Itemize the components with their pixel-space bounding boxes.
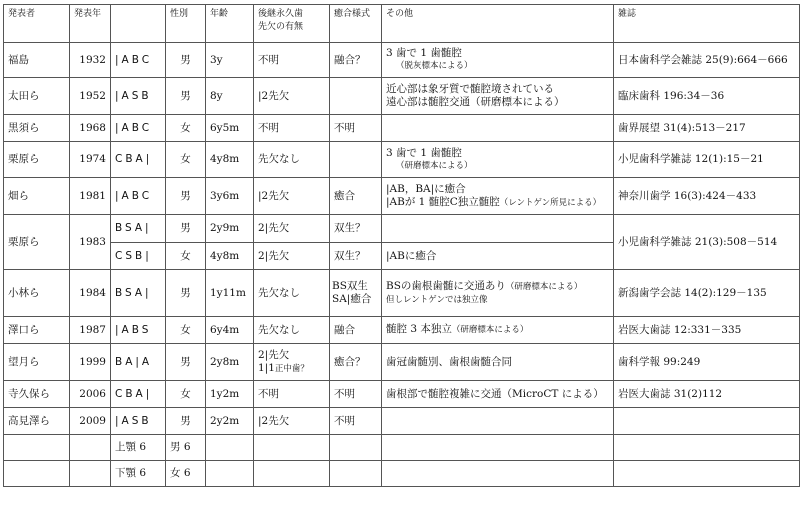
cell-other: |ABに癒合 (382, 243, 614, 270)
cell-tooth: CBA| (111, 381, 166, 408)
table-row (4, 115, 800, 142)
summary-upper-jaw: 上顎 6 (111, 435, 166, 461)
cell-tooth: |ABC (111, 178, 166, 215)
cell-other: 歯根部で髄腔複雑に交通（MicroCT による） (382, 381, 614, 408)
table-row (4, 270, 800, 317)
cell-presenter: 栗原ら (4, 142, 70, 178)
cell-presenter: 高見澤ら (4, 408, 70, 435)
fusion-line2: SA|癒合 (332, 293, 372, 305)
cell-fusion-type (330, 142, 382, 178)
summary-lower-jaw: 下顎 6 (111, 461, 166, 487)
cell-fusion-type: 融合 (330, 317, 382, 344)
cell-journal: 歯界展望 31(4):513－217 (614, 115, 800, 142)
cell-age: 6y4m (206, 317, 254, 344)
cell-other (382, 215, 614, 243)
cell-tooth: |ABC (111, 115, 166, 142)
cell-sex: 女 (166, 317, 206, 344)
cell-presenter: 黒須ら (4, 115, 70, 142)
cell-fusion-type: 不明 (330, 115, 382, 142)
cell-fusion-type: 不明 (330, 408, 382, 435)
header-tooth (111, 5, 166, 43)
table-row (4, 142, 800, 178)
other-line2: |ABが 1 髄腔C独立髄腔（レントゲン所見による） (386, 195, 602, 208)
other-line1: 3 歯で 1 歯髄腔 (386, 47, 462, 59)
cell-fusion-type: 癒合？ (330, 344, 382, 381)
cell-presenter: 栗原ら (4, 215, 70, 270)
cell-tooth: CSB| (111, 243, 166, 270)
cell-year: 1987 (70, 317, 111, 344)
cell-tooth: BSA| (111, 215, 166, 243)
cell-fusion-type: 不明 (330, 381, 382, 408)
table-row (4, 408, 800, 435)
cell-journal: 岩医大歯誌 31(2)112 (614, 381, 800, 408)
cell-tooth: CBA| (111, 142, 166, 178)
cell-other (382, 408, 614, 435)
cell-year: 1974 (70, 142, 111, 178)
case-report-table (3, 4, 800, 487)
cell-fusion-type (330, 270, 382, 317)
cell-tooth: BA|A (111, 344, 166, 381)
cell-age: 4y8m (206, 243, 254, 270)
cell-tooth: |ASB (111, 408, 166, 435)
cell-permanent: |2先欠 (254, 408, 330, 435)
cell-other (382, 142, 614, 178)
cell-sex: 男 (166, 178, 206, 215)
table-row (4, 178, 800, 215)
cell-other (382, 43, 614, 78)
cell-age: 2y2m (206, 408, 254, 435)
header-presenter: 発表者 (4, 5, 70, 43)
cell-fusion-type: 癒合 (330, 178, 382, 215)
header-permanent-line1: 後継永久歯 (258, 9, 304, 19)
cell-journal (614, 408, 800, 435)
cell-other: 歯冠歯髄別、歯根歯髄合同 (382, 344, 614, 381)
cell-sex: 男 (166, 270, 206, 317)
cell-presenter: 望月ら (4, 344, 70, 381)
cell-year: 2006 (70, 381, 111, 408)
cell-journal: 日本歯科学会雑誌 25(9):664－666 (614, 43, 800, 78)
cell-sex: 女 (166, 142, 206, 178)
summary-male: 男 6 (166, 435, 206, 461)
cell-presenter: 澤口ら (4, 317, 70, 344)
cell-year: 1981 (70, 178, 111, 215)
cell-sex: 男 (166, 78, 206, 115)
cell-journal: 歯科学報 99:249 (614, 344, 800, 381)
cell-journal: 小児歯科学雑誌 12(1):15－21 (614, 142, 800, 178)
header-journal: 雑誌 (614, 5, 800, 43)
cell-tooth: |ABS (111, 317, 166, 344)
cell-age: 2y8m (206, 344, 254, 381)
cell-presenter: 畑ら (4, 178, 70, 215)
cell-permanent: 先欠なし (254, 270, 330, 317)
table-row (4, 381, 800, 408)
cell-permanent (254, 344, 330, 381)
cell-year: 1932 (70, 43, 111, 78)
cell-sex: 女 (166, 381, 206, 408)
cell-permanent: 不明 (254, 115, 330, 142)
cell-age: 3y6m (206, 178, 254, 215)
cell-tooth: |ABC (111, 43, 166, 78)
cell-fusion-type: 融合？ (330, 43, 382, 78)
cell-age: 2y9m (206, 215, 254, 243)
cell-other (382, 178, 614, 215)
cell-tooth: BSA| (111, 270, 166, 317)
cell-permanent: 2|先欠 (254, 243, 330, 270)
cell-journal: 小児歯科学雑誌 21(3):508－514 (614, 215, 800, 270)
table-row (4, 344, 800, 381)
cell-sex: 男 (166, 408, 206, 435)
header-age: 年齢 (206, 5, 254, 43)
header-fusion-type: 癒合様式 (330, 5, 382, 43)
cell-year: 1968 (70, 115, 111, 142)
table-row (4, 317, 800, 344)
cell-sex: 女 (166, 115, 206, 142)
cell-age: 8y (206, 78, 254, 115)
cell-journal: 新潟歯学会誌 14(2):129－135 (614, 270, 800, 317)
cell-journal: 神奈川歯学 16(3):424－433 (614, 178, 800, 215)
other-line1: |AB，BA|に癒合 (386, 182, 466, 195)
cell-other: 髄腔 3 本独立（研磨標本による） (382, 317, 614, 344)
cell-sex: 女 (166, 243, 206, 270)
summary-row (4, 461, 800, 487)
other-line1: 近心部は象牙質で髄腔境されている (386, 83, 554, 95)
fusion-line1: BS双生 (332, 280, 368, 292)
cell-age: 1y11m (206, 270, 254, 317)
header-year: 発表年 (70, 5, 111, 43)
cell-journal: 臨床歯科 196:34－36 (614, 78, 800, 115)
cell-year: 1984 (70, 270, 111, 317)
cell-permanent: 先欠なし (254, 142, 330, 178)
cell-presenter: 小林ら (4, 270, 70, 317)
table-row (4, 78, 800, 115)
cell-year: 1952 (70, 78, 111, 115)
cell-year: 2009 (70, 408, 111, 435)
other-line2: （研磨標本による） (396, 160, 473, 171)
cell-year: 1999 (70, 344, 111, 381)
table-row (4, 43, 800, 78)
table-row (4, 215, 800, 243)
cell-presenter: 福島 (4, 43, 70, 78)
other-line2: 遠心部は髄腔交通（研磨標本による） (386, 96, 565, 108)
other-line1: 3 歯で 1 歯髄腔 (386, 146, 462, 159)
header-permanent-line2: 先欠の有無 (258, 22, 304, 32)
permanent-line1: 2|先欠 (258, 348, 290, 361)
cell-other (382, 78, 614, 115)
header-sex: 性別 (166, 5, 206, 43)
cell-journal: 岩医大歯誌 12:331－335 (614, 317, 800, 344)
summary-female: 女 6 (166, 461, 206, 487)
cell-tooth: |ASB (111, 78, 166, 115)
other-line1: BSの歯根歯髄に交通あり（研磨標本による） (386, 279, 583, 292)
cell-permanent: 先欠なし (254, 317, 330, 344)
cell-presenter: 太田ら (4, 78, 70, 115)
summary-row (4, 435, 800, 461)
header-other: その他 (382, 5, 614, 43)
cell-year: 1983 (70, 215, 111, 270)
permanent-line2: 1|1正中歯？ (258, 361, 309, 374)
cell-permanent: 不明 (254, 381, 330, 408)
cell-other (382, 270, 614, 317)
cell-age: 1y2m (206, 381, 254, 408)
cell-fusion-type: 双生？ (330, 215, 382, 243)
header-row (4, 5, 800, 43)
cell-sex: 男 (166, 215, 206, 243)
cell-permanent: 不明 (254, 43, 330, 78)
other-line2: 但しレントゲンでは独立像 (386, 294, 488, 305)
cell-age: 4y8m (206, 142, 254, 178)
cell-presenter: 寺久保ら (4, 381, 70, 408)
cell-permanent: |2先欠 (254, 178, 330, 215)
cell-sex: 男 (166, 43, 206, 78)
cell-fusion-type: 双生？ (330, 243, 382, 270)
cell-other (382, 115, 614, 142)
cell-age: 6y5m (206, 115, 254, 142)
header-permanent-tooth (254, 5, 330, 43)
cell-sex: 男 (166, 344, 206, 381)
cell-fusion-type (330, 78, 382, 115)
other-line2: （脱灰標本による） (396, 61, 473, 71)
cell-age: 3y (206, 43, 254, 78)
cell-permanent: 2|先欠 (254, 215, 330, 243)
cell-permanent: |2先欠 (254, 78, 330, 115)
